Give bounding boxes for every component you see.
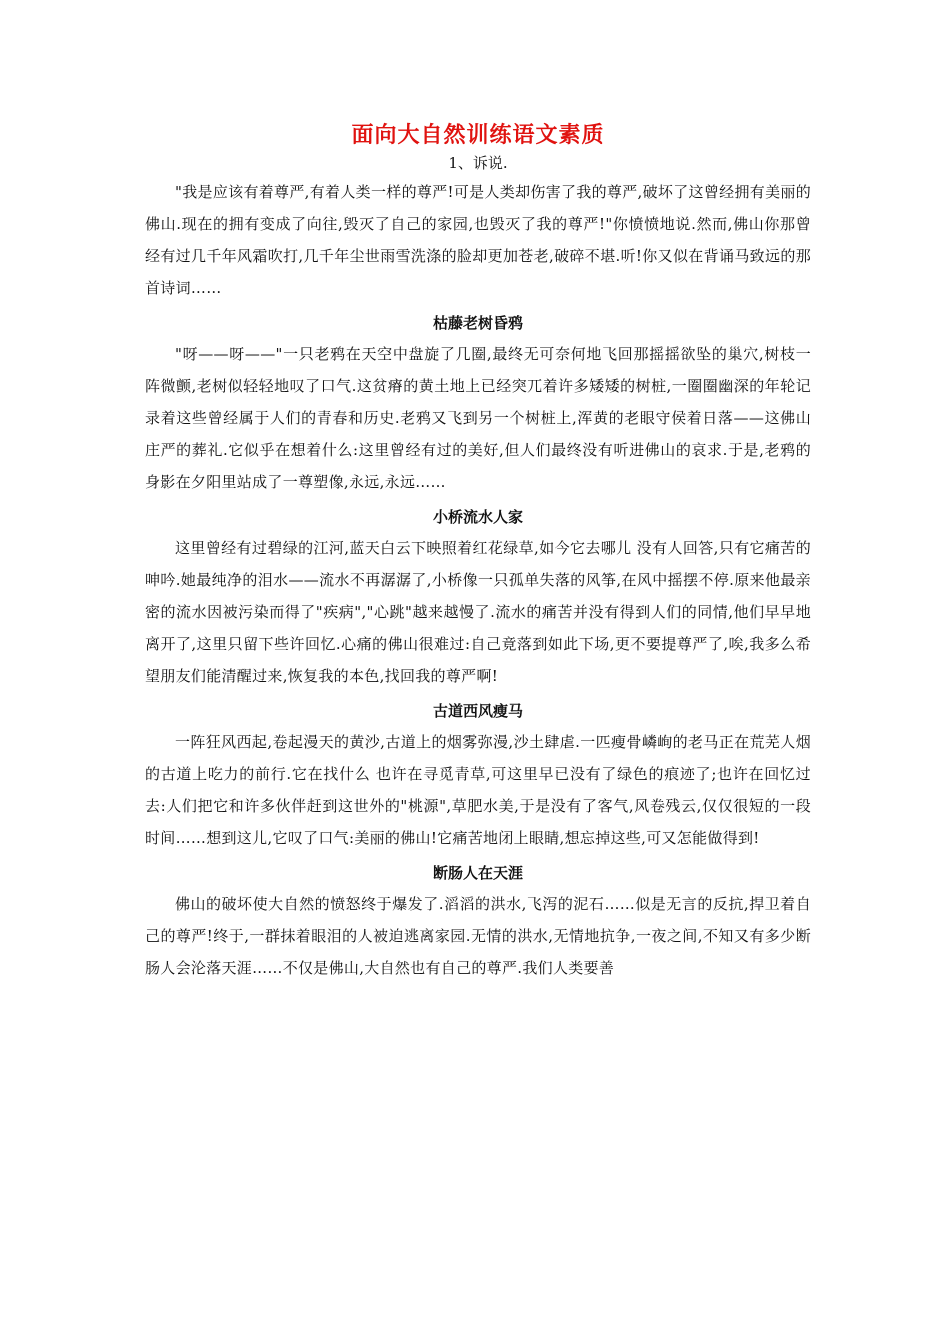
paragraph-intro: "我是应该有着尊严,有着人类一样的尊严!可是人类却伤害了我的尊严,破坏了这曾经拥有美丽的佛山.现在的拥有变成了向往,毁灭了自己的家园,也毁灭了我的尊严!"你愤愤地说.然而,佛山你那曾经有过几千年风霜吹打,几千年尘世雨雪洗涤的脸却更加苍老,破碎不堪.听!你又似在背诵马致远的那首诗词…… xyxy=(145,183,811,297)
paragraph-small-bridge: 这里曾经有过碧绿的江河,蓝天白云下映照着红花绿草,如今它去哪儿 没有人回答,只有它痛苦的呻吟.她最纯净的泪水——流水不再潺潺了,小桥像一只孤单失落的风筝,在风中摇摆不停.原来他最亲密的流水因被污染而得了"疾病","心跳"越来越慢了.流水的痛苦并没有得到人们的同情,他们早早地离开了,这里只留下些许回忆.心痛的佛山很难过:自己竟落到如此下场,更不要提尊严了,唉,我多么希望朋友们能清醒过来,恢复我的本色,找回我的尊严啊! xyxy=(145,539,811,685)
section-heading-small-bridge: 小桥流水人家 xyxy=(432,508,523,526)
section-heading-ancient-road: 古道西风瘦马 xyxy=(432,702,523,720)
document-title: 面向大自然训练语文素质 xyxy=(351,122,605,148)
paragraph-heartbroken-traveler: 佛山的破坏使大自然的愤怒终于爆发了.滔滔的洪水,飞泻的泥石……似是无言的反抗,捍卫着自己的尊严!终于,一群抹着眼泪的人被迫逃离家园.无情的洪水,无情地抗争,一夜之间,不知又有多少断肠人会沦落天涯……不仅是佛山,大自然也有自己的尊严.我们人类要善 xyxy=(145,895,811,977)
section-heading-heartbroken-traveler: 断肠人在天涯 xyxy=(432,864,523,882)
paragraph-ancient-road: 一阵狂风西起,卷起漫天的黄沙,古道上的烟雾弥漫,沙土肆虐.一匹瘦骨嶙峋的老马正在荒芜人烟的古道上吃力的前行.它在找什么 也许在寻觅青草,可这里早已没有了绿色的痕迹了;也许在回忆过去:人们把它和许多伙伴赶到这世外的"桃源",草肥水美,于是没有了客气,风卷残云,仅仅很短的一段时间……想到这儿,它叹了口气:美丽的佛山!它痛苦地闭上眼睛,想忘掉这些,可又怎能做得到! xyxy=(145,733,811,847)
paragraph-withered-vine: "呀——呀——"一只老鸦在天空中盘旋了几圈,最终无可奈何地飞回那摇摇欲坠的巢穴,树枝一阵微颤,老树似轻轻地叹了口气.这贫瘠的黄土地上已经突兀着许多矮矮的树桩,一圈圈幽深的年轮记录着这些曾经属于人们的青春和历史.老鸦又飞到另一个树桩上,浑黄的老眼守侯着日落——这佛山庄严的葬礼.它似乎在想着什么:这里曾经有过的美好,但人们最终没有听进佛山的哀求.于是,老鸦的身影在夕阳里站成了一尊塑像,永远,永远…… xyxy=(145,345,811,491)
section-heading-withered-vine: 枯藤老树昏鸦 xyxy=(432,314,523,332)
document-subtitle: 1、诉说. xyxy=(448,154,508,172)
document-page xyxy=(145,118,811,984)
